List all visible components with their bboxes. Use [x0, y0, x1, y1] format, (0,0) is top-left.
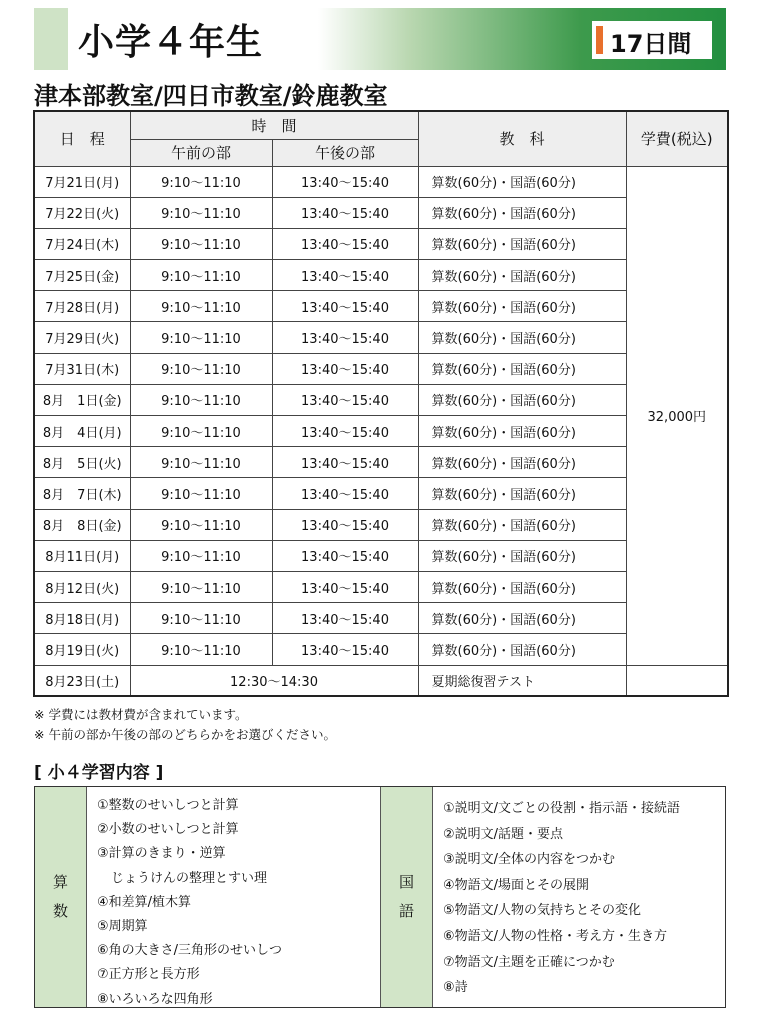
days-count: 17日間	[610, 30, 692, 58]
schedule-table	[33, 110, 729, 697]
table-row	[34, 603, 728, 634]
row-morning: 9:10〜11:10	[130, 384, 272, 415]
row-subject: 算数(60分)・国語(60分)	[418, 166, 626, 197]
list-item: ⑦正方形と長方形	[97, 967, 200, 983]
row-morning: 9:10〜11:10	[130, 166, 272, 197]
row-subject: 算数(60分)・国語(60分)	[418, 197, 626, 228]
row-date: 8月12日(火)	[34, 571, 130, 602]
table-row	[34, 447, 728, 478]
row-afternoon: 13:40〜15:40	[272, 478, 418, 509]
row-date: 7月25日(金)	[34, 260, 130, 291]
row-afternoon: 13:40〜15:40	[272, 447, 418, 478]
list-item: ⑤物語文/人物の気持ちとその変化	[443, 903, 642, 919]
header-accent	[34, 8, 68, 70]
row-date: 8月 7日(木)	[34, 478, 130, 509]
list-item: ③説明文/全体の内容をつかむ	[443, 852, 616, 868]
japanese-label-char-2: 語	[398, 902, 414, 920]
math-label-char-1: 算	[52, 873, 68, 891]
row-date: 7月31日(木)	[34, 353, 130, 384]
row-date: 7月22日(火)	[34, 197, 130, 228]
list-item: ⑥角の大きさ/三角形のせいしつ	[97, 943, 283, 959]
row-afternoon: 13:40〜15:40	[272, 416, 418, 447]
table-row-final-test	[34, 665, 728, 696]
math-topic-list	[87, 787, 381, 1007]
row-subject: 算数(60分)・国語(60分)	[418, 384, 626, 415]
header-date: 日 程	[34, 111, 130, 166]
table-row	[34, 540, 728, 571]
row-morning: 9:10〜11:10	[130, 228, 272, 259]
row-morning: 9:10〜11:10	[130, 478, 272, 509]
row-afternoon: 13:40〜15:40	[272, 540, 418, 571]
days-badge-bar	[596, 26, 603, 54]
list-item: ②小数のせいしつと計算	[97, 822, 239, 838]
header-fee: 学費(税込)	[626, 111, 728, 166]
row-morning: 9:10〜11:10	[130, 540, 272, 571]
row-afternoon: 13:40〜15:40	[272, 166, 418, 197]
classroom-list: 津本部教室/四日市教室/鈴鹿教室	[34, 82, 388, 110]
row-fee-empty	[626, 665, 728, 696]
row-afternoon: 13:40〜15:40	[272, 634, 418, 665]
row-morning: 9:10〜11:10	[130, 197, 272, 228]
row-date: 8月 8日(金)	[34, 509, 130, 540]
row-afternoon: 13:40〜15:40	[272, 603, 418, 634]
row-date: 8月 1日(金)	[34, 384, 130, 415]
japanese-label	[381, 787, 433, 1007]
row-subject: 算数(60分)・国語(60分)	[418, 353, 626, 384]
row-subject: 算数(60分)・国語(60分)	[418, 416, 626, 447]
row-subject: 夏期総復習テスト	[418, 665, 626, 696]
row-subject: 算数(60分)・国語(60分)	[418, 571, 626, 602]
row-morning: 9:10〜11:10	[130, 260, 272, 291]
row-morning: 9:10〜11:10	[130, 603, 272, 634]
notes	[34, 705, 336, 745]
row-subject: 算数(60分)・国語(60分)	[418, 322, 626, 353]
table-row	[34, 353, 728, 384]
list-item: じょうけんの整理とすい理	[111, 870, 268, 886]
row-afternoon: 13:40〜15:40	[272, 197, 418, 228]
row-afternoon: 13:40〜15:40	[272, 353, 418, 384]
math-label	[35, 787, 87, 1007]
row-afternoon: 13:40〜15:40	[272, 322, 418, 353]
table-row	[34, 166, 728, 197]
list-item: ⑦物語文/主題を正確につかむ	[443, 954, 615, 970]
list-item: ⑧いろいろな四角形	[97, 991, 213, 1007]
page-header	[34, 8, 726, 70]
row-date: 8月11日(月)	[34, 540, 130, 571]
list-item: ⑤周期算	[97, 919, 148, 935]
row-morning: 9:10〜11:10	[130, 416, 272, 447]
row-morning: 9:10〜11:10	[130, 291, 272, 322]
row-date: 8月19日(火)	[34, 634, 130, 665]
list-item: ①説明文/文ごとの役割・指示語・接続語	[443, 801, 681, 816]
table-row	[34, 197, 728, 228]
row-morning: 9:10〜11:10	[130, 353, 272, 384]
row-afternoon: 13:40〜15:40	[272, 291, 418, 322]
list-item: ⑥物語文/人物の性格・考え方・生き方	[443, 928, 668, 944]
list-item: ①整数のせいしつと計算	[97, 798, 239, 813]
days-badge	[592, 21, 712, 59]
page-title: 小学４年生	[78, 22, 264, 63]
row-morning: 9:10〜11:10	[130, 322, 272, 353]
table-row	[34, 416, 728, 447]
list-item: ⑧詩	[443, 980, 468, 996]
table-row	[34, 260, 728, 291]
row-date: 8月18日(月)	[34, 603, 130, 634]
math-label-char-2: 数	[52, 902, 68, 920]
header-time: 時 間	[130, 111, 418, 139]
row-subject: 算数(60分)・国語(60分)	[418, 634, 626, 665]
table-row	[34, 478, 728, 509]
table-row	[34, 384, 728, 415]
list-item: ④物語文/場面とその展開	[443, 877, 590, 893]
japanese-topic-list	[433, 787, 725, 1007]
table-row	[34, 634, 728, 665]
row-afternoon: 13:40〜15:40	[272, 228, 418, 259]
row-date: 8月 4日(月)	[34, 416, 130, 447]
row-subject: 算数(60分)・国語(60分)	[418, 228, 626, 259]
schedule-body	[34, 166, 728, 696]
row-date: 8月 5日(火)	[34, 447, 130, 478]
row-subject: 算数(60分)・国語(60分)	[418, 291, 626, 322]
header-morning: 午前の部	[130, 139, 272, 166]
row-date: 7月28日(月)	[34, 291, 130, 322]
row-afternoon: 13:40〜15:40	[272, 384, 418, 415]
table-row	[34, 322, 728, 353]
list-item: ③計算のきまり・逆算	[97, 846, 226, 862]
note-session: ※ 午前の部か午後の部のどちらかをお選びください。	[34, 727, 336, 742]
learning-content-box	[34, 786, 726, 1008]
content-section-title: [ 小４学習内容 ]	[34, 763, 164, 783]
row-test-time: 12:30〜14:30	[130, 665, 418, 696]
table-row	[34, 571, 728, 602]
row-subject: 算数(60分)・国語(60分)	[418, 478, 626, 509]
row-afternoon: 13:40〜15:40	[272, 509, 418, 540]
row-date: 7月21日(月)	[34, 166, 130, 197]
row-date: 7月24日(木)	[34, 228, 130, 259]
row-subject: 算数(60分)・国語(60分)	[418, 260, 626, 291]
row-morning: 9:10〜11:10	[130, 634, 272, 665]
list-item: ②説明文/話題・要点	[443, 826, 564, 842]
row-subject: 算数(60分)・国語(60分)	[418, 603, 626, 634]
table-row	[34, 291, 728, 322]
row-morning: 9:10〜11:10	[130, 509, 272, 540]
row-subject: 算数(60分)・国語(60分)	[418, 447, 626, 478]
tuition-fee: 32,000円	[626, 166, 728, 665]
row-date: 7月29日(火)	[34, 322, 130, 353]
row-subject: 算数(60分)・国語(60分)	[418, 540, 626, 571]
row-date: 8月23日(土)	[34, 665, 130, 696]
header-subject: 教 科	[418, 111, 626, 166]
note-fee: ※ 学費には教材費が含まれています。	[34, 707, 248, 722]
row-morning: 9:10〜11:10	[130, 571, 272, 602]
table-row	[34, 509, 728, 540]
row-afternoon: 13:40〜15:40	[272, 260, 418, 291]
header-afternoon: 午後の部	[272, 139, 418, 166]
row-afternoon: 13:40〜15:40	[272, 571, 418, 602]
row-subject: 算数(60分)・国語(60分)	[418, 509, 626, 540]
list-item: ④和差算/植木算	[97, 894, 192, 910]
japanese-label-char-1: 国	[398, 873, 414, 891]
table-row	[34, 228, 728, 259]
row-morning: 9:10〜11:10	[130, 447, 272, 478]
